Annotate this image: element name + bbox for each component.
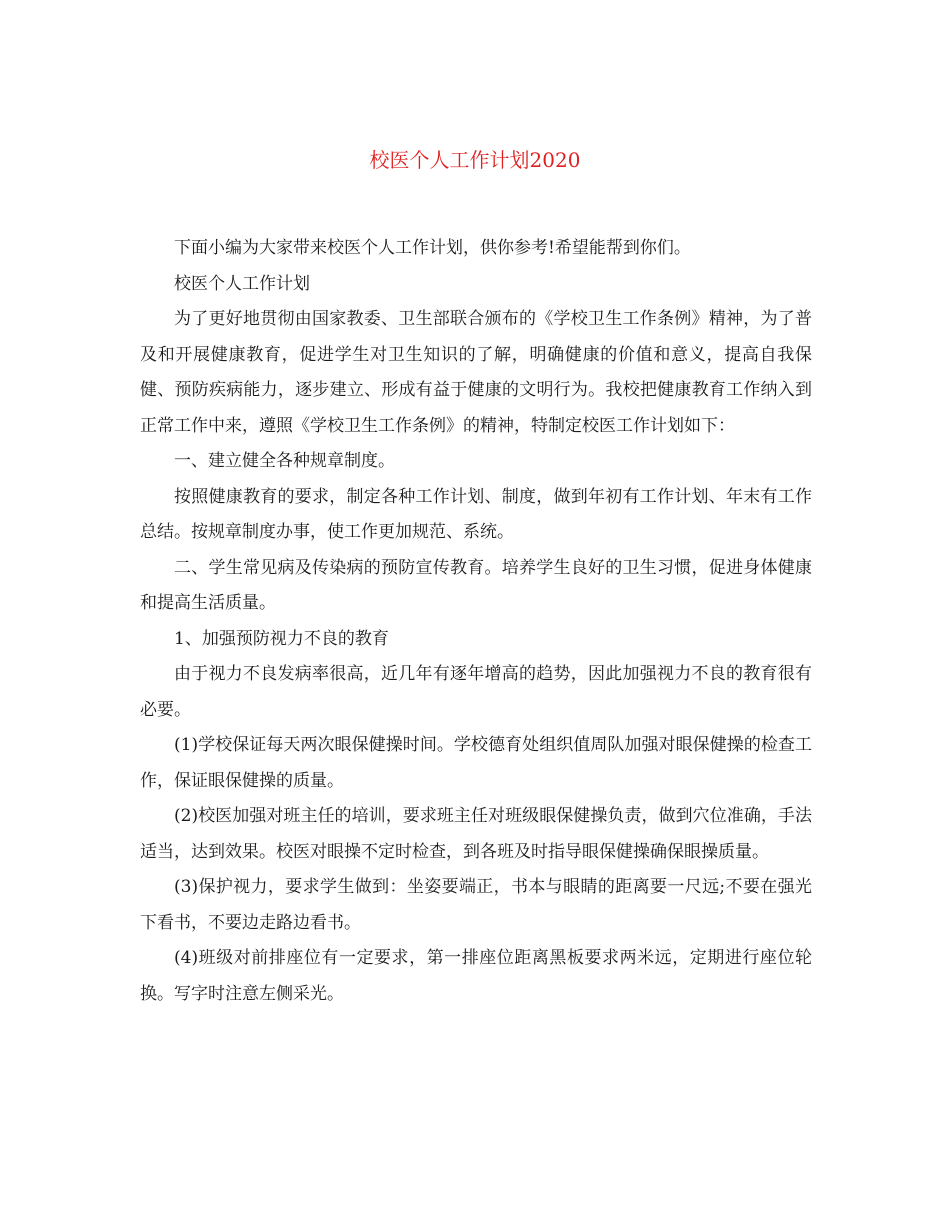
intro-paragraph: 下面小编为大家带来校医个人工作计划，供你参考!希望能帮到你们。	[174, 238, 691, 258]
list-item: (3)保护视力，要求学生做到：坐姿要端正，书本与眼睛的距离要一尺远;不要在强光下看书，不要边走路边看书。	[140, 877, 812, 933]
subsection-heading: 1、加强预防视力不良的教育	[174, 628, 389, 649]
list-item: (1)学校保证每天两次眼保健操时间。学校德育处组织值周队加强对眼保健操的检查工作，保证眼保健操的质量。	[140, 735, 812, 791]
section-heading: 校医个人工作计划	[174, 273, 310, 294]
body-paragraph: 由于视力不良发病率很高，近几年有逐年增高的趋势，因此加强视力不良的教育很有必要。	[140, 664, 812, 720]
list-item: (2)校医加强对班主任的培训，要求班主任对班级眼保健操负责，做到穴位准确，手法适当，达到效果。校医对眼操不定时检查，到各班及时指导眼保健操确保眼操质量。	[140, 806, 812, 862]
section-heading: 二、学生常见病及传染病的预防宣传教育。培养学生良好的卫生习惯，促进身体健康和提高生活质量。	[140, 557, 812, 613]
section-heading: 一、建立健全各种规章制度。	[174, 451, 395, 471]
body-paragraph: 为了更好地贯彻由国家教委、卫生部联合颁布的《学校卫生工作条例》精神，为了普及和开展健康教育，促进学生对卫生知识的了解，明确健康的价值和意义，提高自我保健、预防疾病能力，逐步建立、形成有益于健康的文明行为。我校把健康教育工作纳入到正常工作中来，遵照《学校卫生工作条例》的精神，特制定校医工作计划如下：	[140, 309, 812, 436]
document-body	[140, 231, 812, 1012]
body-paragraph: 按照健康教育的要求，制定各种工作计划、制度，做到年初有工作计划、年末有工作总结。按规章制度办事，使工作更加规范、系统。	[140, 486, 812, 542]
list-item: (4)班级对前排座位有一定要求，第一排座位距离黑板要求两米远，定期进行座位轮换。写字时注意左侧采光。	[140, 948, 812, 1004]
document-title: 校医个人工作计划2020	[369, 148, 581, 172]
